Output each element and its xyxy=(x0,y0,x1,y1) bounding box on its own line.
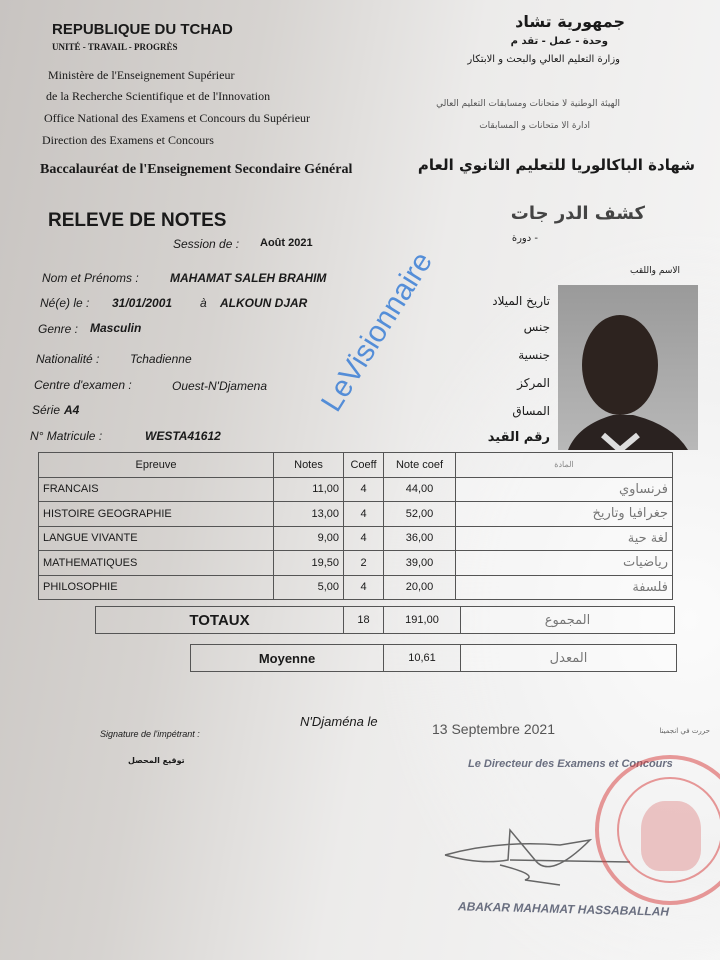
average-row xyxy=(190,644,677,672)
nationality-label: Nationalité : xyxy=(36,352,100,366)
table-row xyxy=(39,526,673,551)
country-fr: REPUBLIQUE DU TCHAD xyxy=(52,21,233,38)
director-name: ABAKAR MAHAMAT HASSABALLAH xyxy=(457,899,670,919)
director-title: Le Directeur des Examens et Concours xyxy=(468,758,673,770)
series-value: A4 xyxy=(64,403,80,417)
coeff: 4 xyxy=(344,575,384,600)
header-coeff: Coeff xyxy=(344,453,384,478)
nationality-label-ar: جنسية xyxy=(518,348,550,362)
note: 5,00 xyxy=(274,575,344,600)
office-fr: Office National des Examens et Concours du Supérieur xyxy=(44,111,311,125)
student-photo xyxy=(558,285,698,450)
totals-note-coef: 191,00 xyxy=(384,607,461,634)
header-note-coef: Note coef xyxy=(384,453,456,478)
grades-table xyxy=(38,452,673,600)
place-label-ar: حررت في انجمينا xyxy=(659,727,710,735)
subject-ar: جغرافيا وتاريخ xyxy=(456,502,673,527)
candidate-signature-label-ar: توقيع المحصل xyxy=(128,756,185,765)
center-label-ar: المركز xyxy=(517,376,550,390)
coeff: 4 xyxy=(344,477,384,502)
name-value: MAHAMAT SALEH BRAHIM xyxy=(170,271,327,285)
note-coef: 39,00 xyxy=(384,551,456,576)
watermark: LeVisionnaire xyxy=(315,246,440,418)
totals-label: TOTAUX xyxy=(96,607,344,634)
birth-place: ALKOUN DJAR xyxy=(220,296,308,310)
subject-ar: فرنساوي xyxy=(456,477,673,502)
average-label-ar: المعدل xyxy=(461,645,677,672)
ministry-fr-2: de la Recherche Scientifique et de l'Innovation xyxy=(46,89,271,103)
table-row xyxy=(39,551,673,576)
series-label-ar: المساق xyxy=(512,404,550,418)
coeff: 4 xyxy=(344,502,384,527)
header-epreuve: Epreuve xyxy=(39,453,274,478)
subject: HISTOIRE GEOGRAPHIE xyxy=(39,502,274,527)
place-label: N'Djaména le xyxy=(300,714,378,729)
series-label: Série xyxy=(32,403,61,417)
motto-fr: UNITÉ - TRAVAIL - PROGRÈS xyxy=(52,42,178,52)
country-ar: جمهورية تشاد xyxy=(515,12,625,31)
subject-ar: فلسفة xyxy=(456,575,673,600)
name-label-ar: الاسم واللقب xyxy=(630,266,680,276)
table-header xyxy=(39,453,673,478)
subject: LANGUE VIVANTE xyxy=(39,526,274,551)
totals-row xyxy=(95,606,675,634)
coeff: 2 xyxy=(344,551,384,576)
totals-label-ar: المجموع xyxy=(461,607,675,634)
birth-label: Né(e) le : xyxy=(40,296,90,310)
table-row xyxy=(39,477,673,502)
coeff: 4 xyxy=(344,526,384,551)
exam-title-ar: شهادة الباكالوريا للتعليم الثانوي العام xyxy=(417,156,695,174)
ministry-fr: Ministère de l'Enseignement Supérieur xyxy=(48,68,235,82)
ministry-ar: وزارة التعليم العالي والبحث و الابتكار xyxy=(467,54,620,65)
gender-label: Genre : xyxy=(38,322,79,336)
session-label-ar: - دورة xyxy=(511,233,538,244)
note-coef: 44,00 xyxy=(384,477,456,502)
note: 19,50 xyxy=(274,551,344,576)
subject: FRANCAIS xyxy=(39,477,274,502)
center-label: Centre d'examen : xyxy=(34,378,132,392)
subject: MATHEMATIQUES xyxy=(39,551,274,576)
page-title: RELEVE DE NOTES xyxy=(48,210,227,231)
birth-label-ar: تاريخ الميلاد xyxy=(492,294,550,308)
subject-ar: لغة حية xyxy=(456,526,673,551)
stamp-emblem-icon xyxy=(641,801,701,871)
birth-at: à xyxy=(200,296,207,310)
matricule-label-ar: رقم القيد xyxy=(487,430,550,445)
average-label: Moyenne xyxy=(191,645,384,672)
table-row xyxy=(39,502,673,527)
direction-fr: Direction des Examens et Concours xyxy=(42,133,214,147)
note: 11,00 xyxy=(274,477,344,502)
motto-ar: وحدة - عمل - تقد م xyxy=(510,36,608,47)
office-ar: الهيئة الوطنية لا متحانات ومسابقات التعليم العالي xyxy=(436,99,620,109)
session-value: Août 2021 xyxy=(260,237,313,249)
note-coef: 36,00 xyxy=(384,526,456,551)
gender-value: Masculin xyxy=(90,321,142,335)
header-subject-ar: المادة xyxy=(456,453,673,478)
name-label: Nom et Prénoms : xyxy=(42,271,139,285)
candidate-signature-label: Signature de l'impétrant : xyxy=(100,729,200,739)
note: 9,00 xyxy=(274,526,344,551)
totals-coeff: 18 xyxy=(344,607,384,634)
session-label: Session de : xyxy=(173,237,240,251)
birth-date: 31/01/2001 xyxy=(112,296,173,310)
exam-title-fr: Baccalauréat de l'Enseignement Secondaire Général xyxy=(40,162,353,177)
nationality-value: Tchadienne xyxy=(130,352,192,366)
issue-date: 13 Septembre 2021 xyxy=(432,721,555,737)
subject-ar: رياضيات xyxy=(456,551,673,576)
note-coef: 52,00 xyxy=(384,502,456,527)
subject: PHILOSOPHIE xyxy=(39,575,274,600)
note: 13,00 xyxy=(274,502,344,527)
direction-ar: ادارة الا متحانات و المسابقات xyxy=(479,121,590,131)
table-row xyxy=(39,575,673,600)
center-value: Ouest-N'Djamena xyxy=(172,379,267,393)
page-title-ar: كشف الدر جات xyxy=(510,203,645,224)
matricule-label: N° Matricule : xyxy=(30,429,103,443)
gender-label-ar: جنس xyxy=(523,320,550,334)
matricule-value: WESTA41612 xyxy=(145,429,221,443)
average-value: 10,61 xyxy=(384,645,461,672)
header-notes: Notes xyxy=(274,453,344,478)
note-coef: 20,00 xyxy=(384,575,456,600)
